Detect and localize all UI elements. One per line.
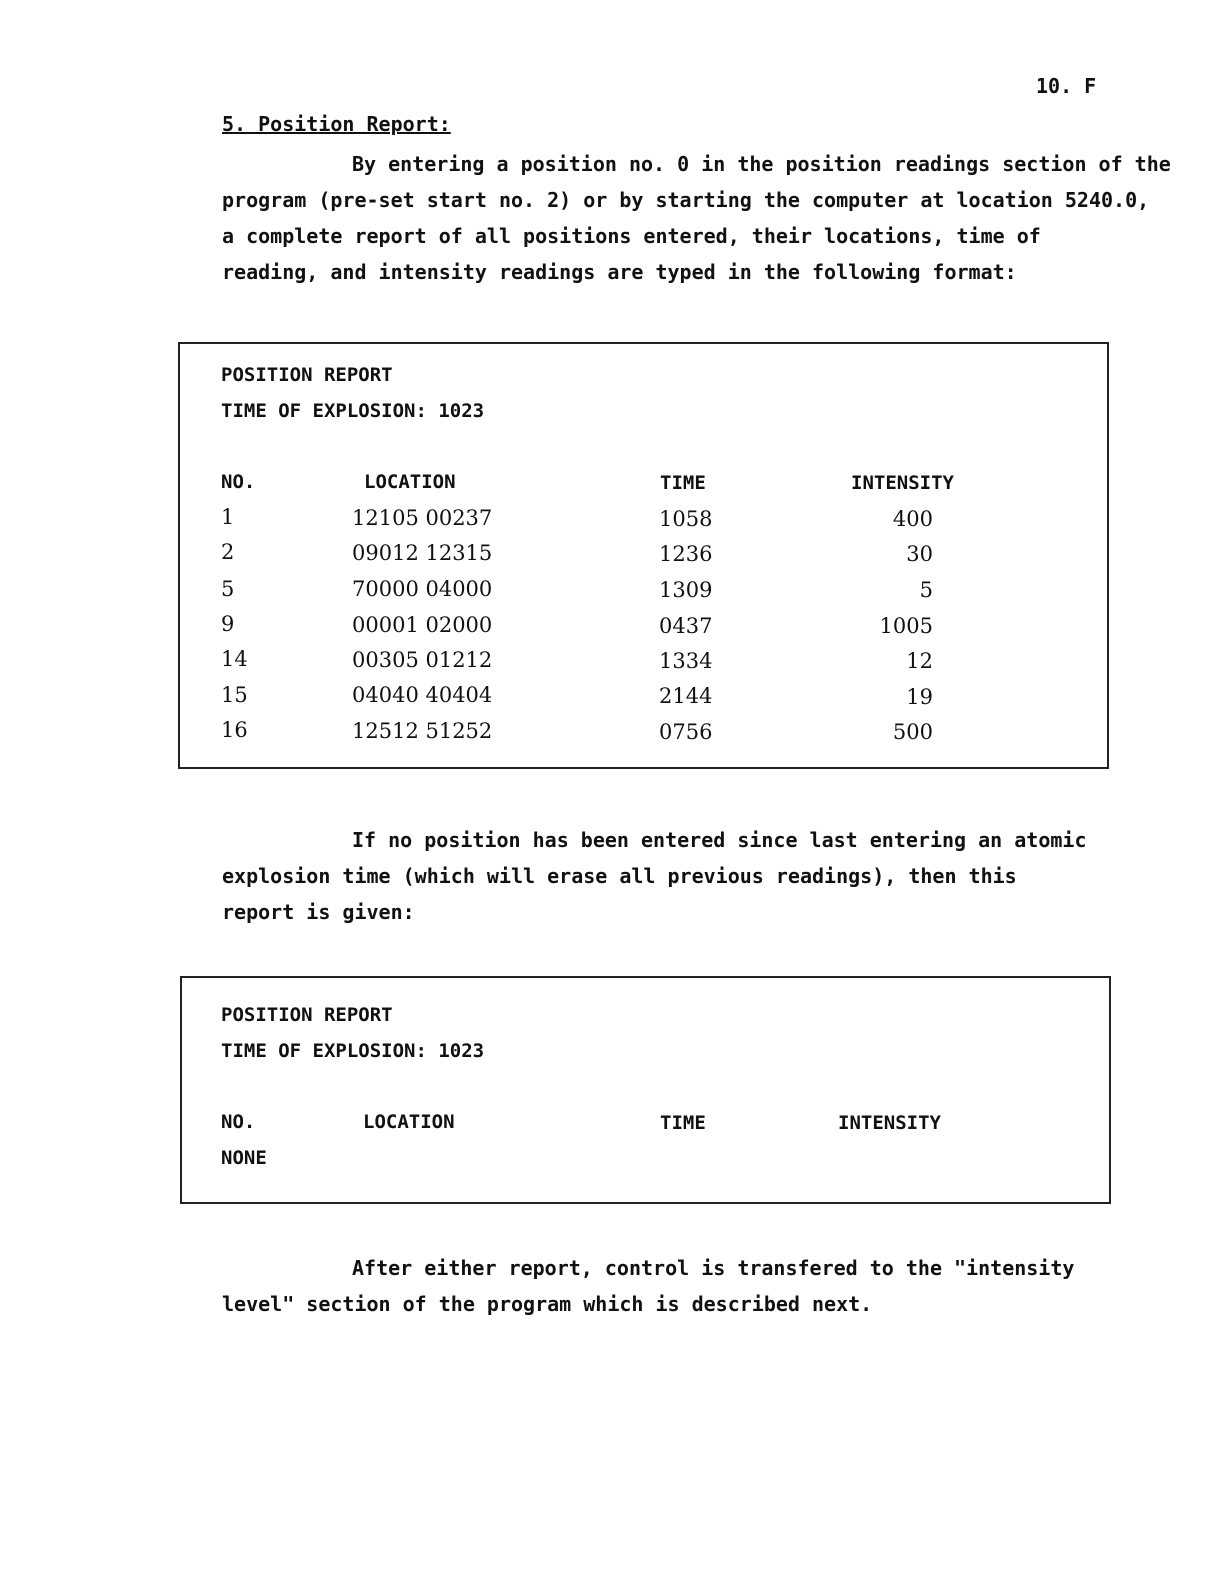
header-intensity: INTENSITY xyxy=(851,472,954,494)
row-no: 16 xyxy=(221,718,248,742)
row-intensity: 5 xyxy=(919,578,933,602)
row-no: 14 xyxy=(221,647,248,671)
row-no: 5 xyxy=(221,577,235,601)
header-no: NO. xyxy=(221,471,256,493)
row-location: 04040 40404 xyxy=(352,683,493,707)
intro-line: By entering a position no. 0 in the position readings section of the xyxy=(352,152,1171,176)
row-intensity: 1005 xyxy=(879,614,933,638)
none-label: NONE xyxy=(221,1147,267,1169)
row-no: 15 xyxy=(221,683,248,707)
row-location: 00305 01212 xyxy=(352,648,493,672)
row-no: 2 xyxy=(221,540,235,564)
row-time: 1236 xyxy=(659,542,713,566)
intro-line: a complete report of all positions entered, their locations, time of xyxy=(222,224,1041,248)
row-time: 1334 xyxy=(659,649,713,673)
row-location: 12105 00237 xyxy=(352,506,493,530)
report-title: POSITION REPORT xyxy=(221,1004,393,1026)
closing-line: level" section of the program which is described next. xyxy=(222,1292,873,1316)
row-time: 1309 xyxy=(659,578,713,602)
closing-paragraph xyxy=(222,1250,1074,1322)
header-location: LOCATION xyxy=(363,1111,455,1133)
explosion-time: TIME OF EXPLOSION: 1023 xyxy=(221,1040,485,1062)
explosion-time: TIME OF EXPLOSION: 1023 xyxy=(221,400,485,422)
intro-line: program (pre-set start no. 2) or by starting the computer at location 5240.0, xyxy=(222,188,1150,212)
row-time: 0756 xyxy=(659,720,713,744)
intro-paragraph xyxy=(222,146,1171,290)
middle-paragraph xyxy=(222,822,1087,930)
middle-line: If no position has been entered since last entering an atomic xyxy=(352,828,1087,852)
report-title: POSITION REPORT xyxy=(221,364,393,386)
row-no: 1 xyxy=(221,505,235,529)
row-intensity: 500 xyxy=(892,720,933,744)
middle-line: explosion time (which will erase all previous readings), then this xyxy=(222,864,1017,888)
intro-line: reading, and intensity readings are typed in the following format: xyxy=(222,260,1017,284)
middle-line: report is given: xyxy=(222,900,415,924)
row-no: 9 xyxy=(221,612,235,636)
row-time: 2144 xyxy=(659,684,713,708)
header-no: NO. xyxy=(221,1111,256,1133)
header-time: TIME xyxy=(660,1112,706,1134)
page-number: 10. F xyxy=(1036,74,1097,98)
closing-line: After either report, control is transfered to the "intensity xyxy=(352,1256,1075,1280)
row-location: 70000 04000 xyxy=(352,577,493,601)
header-time: TIME xyxy=(660,472,706,494)
header-intensity: INTENSITY xyxy=(838,1112,941,1134)
row-time: 0437 xyxy=(659,614,713,638)
row-intensity: 12 xyxy=(906,649,933,673)
row-location: 09012 12315 xyxy=(352,541,493,565)
row-intensity: 400 xyxy=(892,507,933,531)
row-time: 1058 xyxy=(659,507,713,531)
row-location: 12512 51252 xyxy=(352,719,493,743)
section-heading: 5. Position Report: xyxy=(222,112,451,136)
row-location: 00001 02000 xyxy=(352,613,493,637)
row-intensity: 19 xyxy=(906,685,933,709)
header-location: LOCATION xyxy=(364,471,456,493)
row-intensity: 30 xyxy=(906,542,933,566)
